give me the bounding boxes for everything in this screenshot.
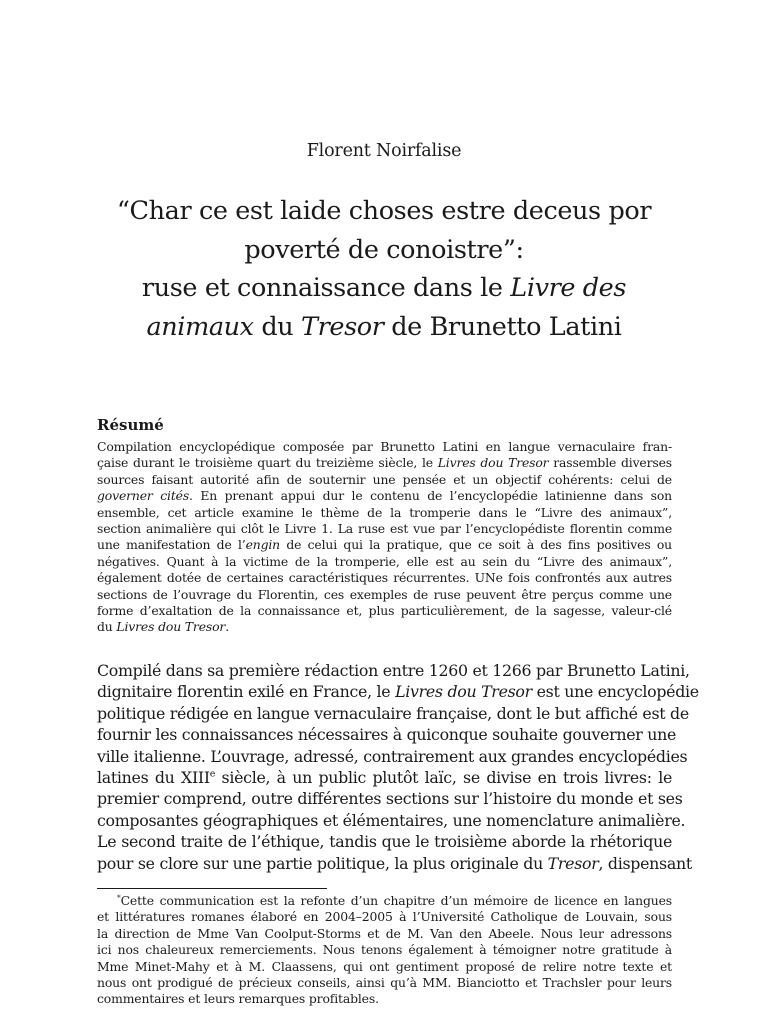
title-line: poverté de conoistre”: <box>244 234 524 265</box>
body-line: dignitaire florentin exilé en France, le Livres dou Tresor est une encyclopédie <box>97 682 699 702</box>
title-line: “Char ce est laide choses estre deceus por <box>116 196 652 226</box>
title-line: ruse et connaissance dans le Livre des <box>141 273 627 303</box>
abstract-line: Compilation encyclopédique composée par Brunetto Latini en langue vernaculaire fran- <box>97 439 672 454</box>
body-line: composantes géographiques et élémentaires, une nomenclature animalière. <box>97 810 686 830</box>
body-line: pour se clore sur une partie politique, la plus originale du Tresor, dispensant <box>97 853 692 873</box>
title-line: animaux du Tresor de Brunetto Latini <box>146 311 622 342</box>
body-line: politique rédigée en langue vernaculaire française, dont le but affiché est de <box>97 703 689 723</box>
footnote-line: la direction de Mme Van Coolput-Storms et de M. Van den Abeele. Nous leur adressons <box>97 925 672 941</box>
footnote-line: et littératures romanes élaboré en 2004–2005 à l’Université Catholique de Louvain, sous <box>97 909 672 925</box>
abstract-line: çaise durant le troisième quart du treizième siècle, le Livres dou Tresor rassemble diverses <box>97 455 672 471</box>
footnote-line: commentaires et leurs remarques profitables. <box>97 991 379 1007</box>
abstract-line: governer cités. En prenant appui dur le contenu de l’encyclopédie latinienne dans son <box>97 488 673 504</box>
author-name: Florent Noirfalise <box>306 141 462 161</box>
footnote-divider <box>97 888 327 889</box>
abstract-line: sources faisant autorité afin de souternir une pensée et un objectif cohérents: celui de <box>97 471 672 487</box>
abstract-line: section animalière qui clôt le Livre 1. La ruse est vue par l’encyclopédiste florentin comme <box>97 521 672 537</box>
footnote-line: ici nos chaleureux remerciements. Nous tenons également à témoigner notre gratitude à <box>97 942 672 958</box>
body-line: latines du XIIIe siècle, à un public plutôt laïc, se divise en trois livres: le <box>97 768 673 788</box>
body-line: Le second traite de l’éthique, tandis que le troisième aborde la rhétorique <box>97 832 672 852</box>
abstract-line: ensemble, cet article examine le thème de la tromperie dans le “Livre des animaux”, <box>97 504 672 520</box>
abstract-line: négatives. Quant à la victime de la tromperie, elle est au sein du “Livre des animaux”, <box>97 553 672 569</box>
footnote-line: nous ont prodigué de précieux conseils, ainsi qu’à MM. Bianciotto et Trachsler pour leurs <box>97 975 672 991</box>
paper-title <box>100 192 668 346</box>
body-line: fournir les connaissances nécessaires à quiconque souhaite gouverner une <box>97 725 677 745</box>
body-line: premier comprend, outre différentes sections sur l’histoire du monde et ses <box>97 789 683 809</box>
footnote-line: *Cette communication est la refonte d’un chapitre d’un mémoire de licence en langues <box>117 892 672 908</box>
abstract-text <box>97 439 672 636</box>
abstract-line: forme d’exaltation de la connaissance et, plus particulièrement, de la sagesse, valeur-clé <box>97 603 672 619</box>
abstract-line: du Livres dou Tresor. <box>97 619 229 635</box>
body-line: ville italienne. L’ouvrage, adressé, contrairement aux grandes encyclopédies <box>97 746 688 766</box>
abstract-line: sections de l’ouvrage du Florentin, ces exemples de ruse peuvent être perçus comme une <box>97 586 672 602</box>
footnote <box>97 893 672 1008</box>
abstract-line: également dotée de certaines caractéristiques récurrentes. UNe fois confrontés aux autres <box>97 570 672 586</box>
body-paragraph <box>97 660 699 874</box>
footnote-line: Mme Minet-Mahy et à M. Claassens, qui ont gentiment proposé de relire notre texte et <box>97 958 672 974</box>
abstract-heading: Résumé <box>97 416 164 434</box>
abstract-line: une manifestation de l’engin de celui qui la pratique, que ce soit à des fins positives ou <box>97 537 672 553</box>
body-line: Compilé dans sa première rédaction entre 1260 et 1266 par Brunetto Latini, <box>97 661 690 680</box>
footnote-marker: * <box>117 892 121 902</box>
